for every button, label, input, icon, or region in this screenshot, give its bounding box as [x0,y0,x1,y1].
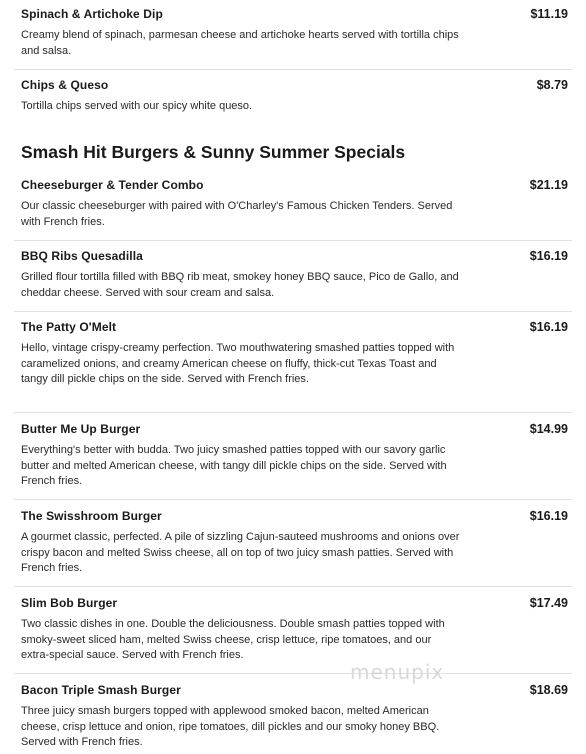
item-name: Butter Me Up Burger [21,422,141,436]
item-name: Slim Bob Burger [21,596,118,610]
item-description: Hello, vintage crispy-creamy perfection. Two mouthwatering smashed patties topped with caramelized onions, and creamy American cheese on fluffy, thick-cut Texas Toast and tangy dill pickle chips on the side. Served with French fries. [21,342,455,385]
watermark-logo: menupix [350,660,445,684]
item-price: $16.19 [529,509,568,523]
item-description: A gourmet classic, perfected. A pile of sizzling Cajun-sauteed mushrooms and onions over crispy bacon and melted Swiss cheese, all on top of two juicy smash patties. Served with French fries. [21,531,460,574]
menu-item [14,78,572,128]
item-description: Everything's better with budda. Two juicy smashed patties topped with our savory garlic butter and melted American cheese, with tangy dill pickle chips on the side. Served with French fries. [21,444,447,487]
item-name: Chips & Queso [21,78,109,92]
menu-item [14,320,572,413]
item-price: $17.49 [529,596,568,610]
item-price: $8.79 [536,78,568,92]
section-title: Smash Hit Burgers & Sunny Summer Specials [21,142,406,162]
item-description: Three juicy smash burgers topped with applewood smoked bacon, melted American cheese, crisp lettuce and onion, ripe tomatoes, dill pickles and our smoky honey BBQ. Served with French fries. [21,705,440,748]
item-name: Bacon Triple Smash Burger [21,683,181,697]
menu-item [14,596,572,674]
item-name: BBQ Ribs Quesadilla [21,249,143,263]
item-description: Tortilla chips served with our spicy white queso. [21,100,253,112]
item-price: $16.19 [529,249,568,263]
item-name: Cheeseburger & Tender Combo [21,178,204,192]
item-description: Creamy blend of spinach, parmesan cheese and artichoke hearts served with tortilla chips and salsa. [21,29,459,57]
item-name: The Patty O'Melt [21,320,117,334]
menu-item [14,7,572,70]
item-description: Grilled flour tortilla filled with BBQ rib meat, smokey honey BBQ sauce, Pico de Gallo, and cheddar cheese. Served with sour cream and salsa. [21,271,459,299]
menu-item [14,422,572,500]
menu-item [14,683,572,753]
menu-item [14,509,572,587]
menu-item [14,249,572,312]
item-price: $16.19 [529,320,568,334]
item-price: $21.19 [529,178,568,192]
menu-item [14,178,572,241]
item-description: Our classic cheeseburger with paired with O'Charley's Famous Chicken Tenders. Served with French fries. [21,200,453,228]
item-price: $14.99 [529,422,568,436]
item-description: Two classic dishes in one. Double the deliciousness. Double smash patties topped with smoky-sweet sliced ham, melted Swiss cheese, crisp lettuce, ripe tomatoes, and our extra-special sauce. Served with French fries. [21,618,445,661]
item-name: Spinach & Artichoke Dip [21,7,163,21]
item-name: The Swisshroom Burger [21,509,162,523]
item-price: $11.19 [530,7,568,21]
item-price: $18.69 [529,683,568,697]
